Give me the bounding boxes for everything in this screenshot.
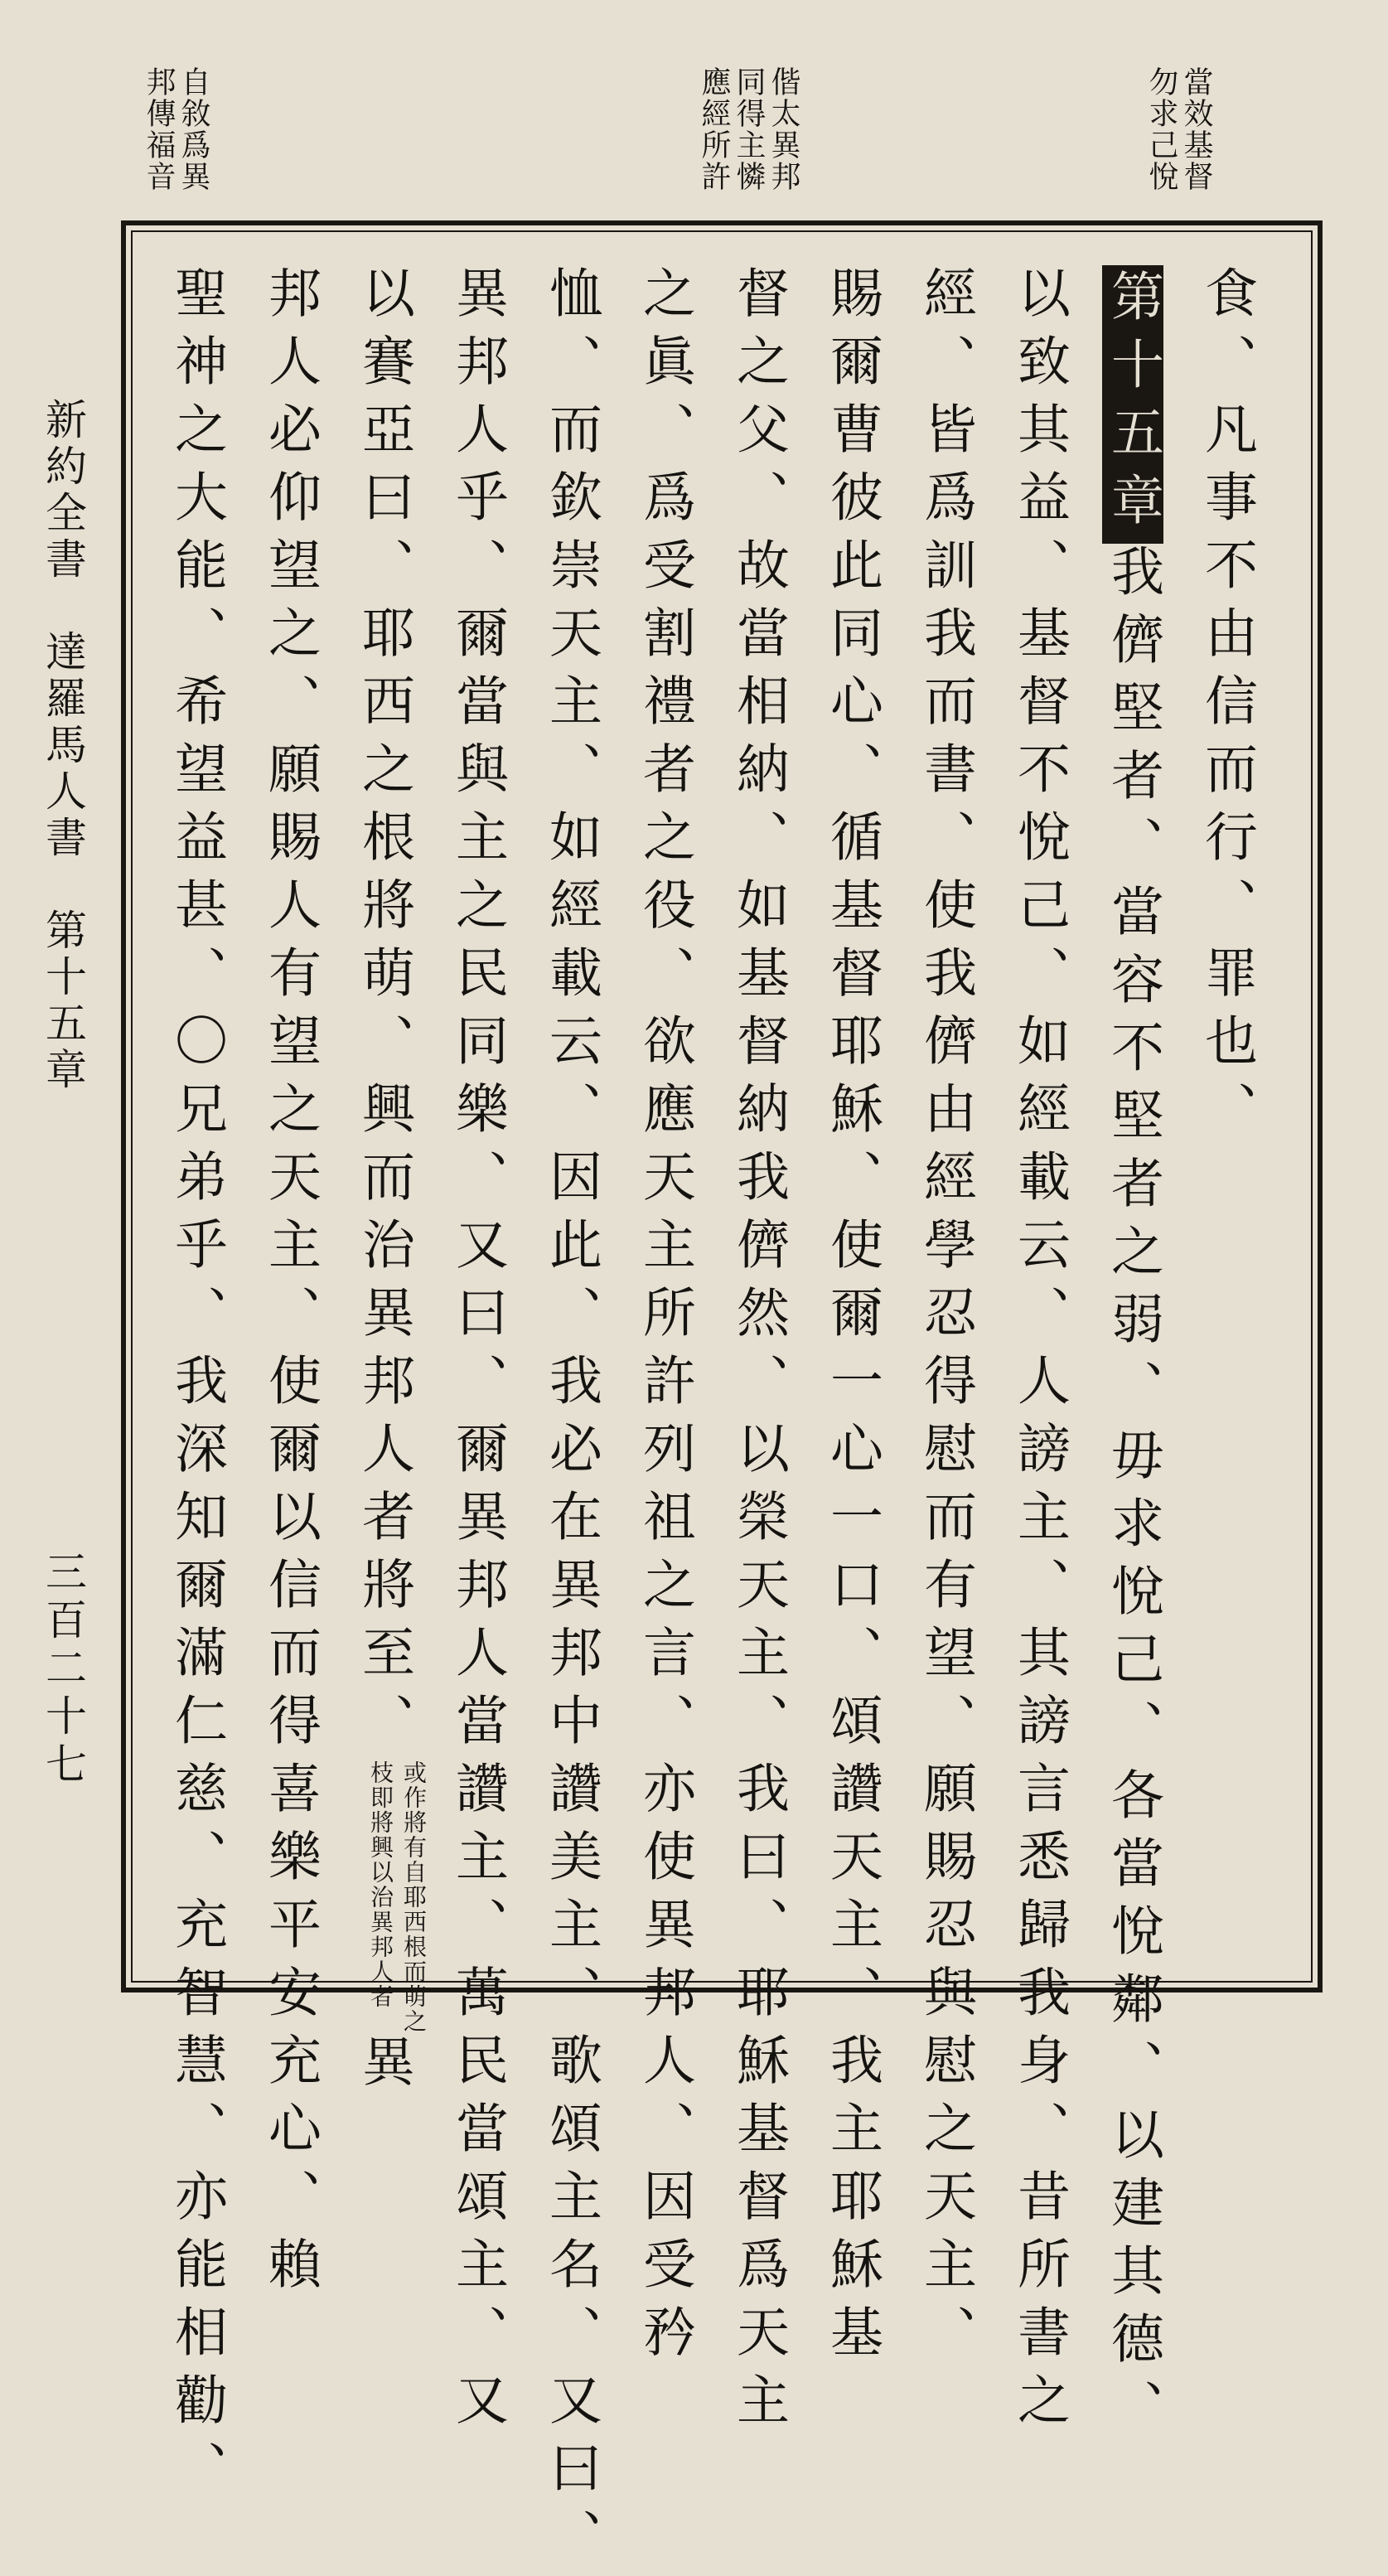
column-text: 邦人必仰望之、願賜人有望之天主、使爾以信而得喜樂平安充心、賴 xyxy=(259,265,321,2304)
column-text: 賜爾曹彼此同心、循基督耶穌、使爾一心一口、頌讚天主、我主耶穌基 xyxy=(821,265,883,2372)
text-column-8 xyxy=(524,265,617,2576)
headnote-3: 自敘爲異 邦傳福音 xyxy=(142,66,210,192)
headnote-1: 當效基督 勿求己悅 xyxy=(1144,66,1213,192)
body-text xyxy=(146,265,1273,2576)
text-column-3 xyxy=(992,265,1086,2440)
column-text: 經、皆爲訓我而書、使我儕由經學忍得慰而有望、願賜忍與慰之天主、 xyxy=(915,265,976,2372)
headnote-2: 偕太異邦 同得主憐 應經所許 xyxy=(697,66,800,192)
text-column-5 xyxy=(805,265,898,2372)
column-text: 之眞、爲受割禮者之役、欲應天主所許列祖之言、亦使異邦人、因受矜 xyxy=(634,265,695,2372)
column-text-tail: 異 xyxy=(353,2034,414,2102)
text-column-11 xyxy=(243,265,336,2304)
text-column-10 xyxy=(336,265,430,2102)
column-text: 我儕堅者、當容不堅者之弱、毋求悅己、各當悅鄰、以建其德、 xyxy=(1102,544,1163,2447)
text-column-2 xyxy=(1086,265,1179,2447)
column-text: 以致其益、基督不悅己、如經載云、人謗主、其謗言悉歸我身、昔所書之 xyxy=(1008,265,1070,2440)
text-column-7 xyxy=(617,265,711,2372)
text-column-1 xyxy=(1179,265,1273,1973)
running-title: 新約全書 達羅馬人書 第十五章 xyxy=(39,398,87,1094)
column-text: 聖神之大能、希望益甚、〇兄弟乎、我深知爾滿仁慈、充智慧、亦能相勸、 xyxy=(166,265,227,2508)
text-column-4 xyxy=(898,265,992,2372)
column-text: 異邦人乎、爾當與主之民同樂、又曰、爾異邦人當讚主、萬民當頌主、又 xyxy=(447,265,508,2440)
text-column-6 xyxy=(711,265,805,2440)
chapter-heading: 第十五章 xyxy=(1102,265,1163,544)
text-column-12 xyxy=(149,265,243,2508)
page-number: 三百二十七 xyxy=(39,1550,87,1790)
column-text: 以賽亞曰、耶西之根將萌、興而治異邦人者將至、 xyxy=(353,265,414,1760)
text-column-9 xyxy=(430,265,524,2440)
column-text: 食、凡事不由信而行、罪也、 xyxy=(1196,265,1257,1149)
column-text: 恤、而欽崇天主、如經載云、因此、我必在異邦中讚美主、歌頌主名、又曰、 xyxy=(540,265,602,2576)
column-text: 督之父、故當相納、如基督納我儕然、以榮天主、我曰、耶穌基督爲天主 xyxy=(728,265,789,2440)
interlinear-note: 或作將有自耶西根而萌之 枝即將興以治異邦人者 xyxy=(367,1760,428,2034)
